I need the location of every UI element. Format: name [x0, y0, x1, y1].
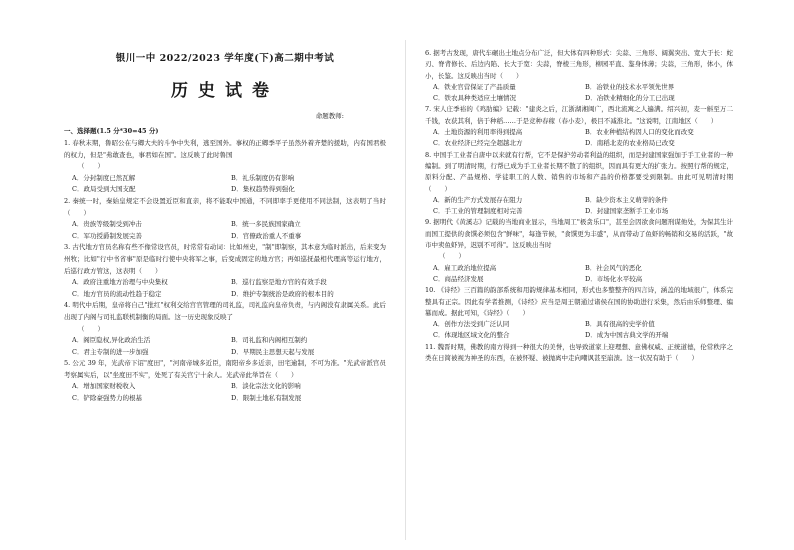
answer-bracket: （ ） [439, 252, 465, 261]
left-column [64, 0, 386, 550]
options-grid [64, 219, 386, 242]
option-b: B．巡行监察是地方官的有效手段 [231, 278, 327, 287]
question-8 [425, 150, 733, 218]
option-d: D．南稻北麦的农业格局已改变 [585, 139, 675, 148]
options-grid [64, 381, 386, 404]
question-2 [64, 196, 386, 242]
question-stem: 10. 《诗经》三百篇的韵部系统和用韵规律基本相同，形式也多整整齐的四言诗，涵盖的地域很广，体系完整具有正宗。因此有学者推测，《诗经》应当是周王朝通过诸侯在国的协助进行采集，然后由乐师整理、编纂而成。据此可知，《诗经》（ ） [425, 286, 733, 317]
option-d: D．成为中国古典文学的开端 [585, 331, 669, 340]
question-1 [64, 138, 386, 196]
option-a: A．雇工政治地位提高 [433, 263, 497, 272]
answer-bracket: （ ） [78, 324, 104, 333]
question-stem: 5. 公元 39 年，光武帝下诏"度田"，"河南帝城多近臣，南阳帝乡多近亲，田宅逾制，不可为准。"光武帝派官员考察属实后，以"坐度田不实"，处死了有关官宁十余人。光武帝此举旨在（ ） [64, 359, 386, 379]
option-d: D．冶铁业精细化的分工已出现 [585, 94, 675, 103]
question-6 [425, 48, 733, 104]
question-stem: 4. 明代中后期，皇帝将自己"批红"权利交给宫官管理的司礼监，司礼监向皇帝负责，与内阁没有隶属关系。此后出现了内阁与司礼监联机制衡的局面。这一历史现象反映了 [64, 301, 386, 321]
exam-title: 历史试卷 [171, 81, 279, 101]
option-d: D．维护专制统治是政府的根本目的 [231, 289, 334, 298]
question-9 [425, 217, 733, 285]
options-grid [64, 335, 386, 358]
option-d: D．集权趋势得到强化 [231, 185, 295, 194]
option-c: C．手工业的管理制度相对完善 [433, 207, 523, 216]
option-c: C．农业经济已经完全超越北方 [433, 139, 523, 148]
answer-bracket: （ ） [78, 162, 104, 171]
option-b: B．社会风气的恶化 [585, 263, 642, 272]
option-a: A．贵族等级制受到冲击 [72, 220, 142, 229]
option-d: D．官僚政治重人不重事 [231, 231, 302, 240]
option-b: B．农业种植结构因人口的变化而改变 [585, 128, 694, 137]
option-b: B．冶铁业的技术水平领先世界 [585, 82, 675, 91]
question-7 [425, 104, 733, 149]
option-a: A．创作方法受到广泛认同 [433, 320, 510, 329]
question-4 [64, 300, 386, 358]
option-b: B．缺少资本主义萌芽的条件 [585, 195, 668, 204]
option-b: B．淡化宗法文化的影响 [231, 382, 301, 391]
question-stem: 1. 春秋末期，鲁昭公在与卿大夫的斗争中失利，逃至国外。事权的正卿季平子虽然外着齐楚的援助，内有国君极的权力，但是"弗敢查也，事君如在国"。这反映了此时鲁国 [64, 139, 386, 159]
options-grid [425, 263, 733, 286]
option-b: B．礼乐制度仍有影响 [231, 173, 295, 182]
option-b: B．司礼监和内阁相互制约 [231, 336, 308, 345]
option-a: A．新的生产方式发展存在阻力 [433, 195, 523, 204]
option-c: C．政局受到大国支配 [72, 185, 136, 194]
question-5 [64, 358, 386, 404]
option-c: C．铁农具种类适应土壤情况 [433, 94, 516, 103]
options-grid [64, 277, 386, 300]
question-stem: 3. 古代地方官员名称有些不像常设官员，时常常有动词：比如州史，"制"即制察，其本意为临时派出，后来变为州牧；比如"行中书省事"原是临时行使中央将军之事，后变成固定的地方官；再如巡抚最相代理高等运行地方，后巡行政方管这，这表明（ ） [64, 243, 386, 275]
question-11 [425, 342, 733, 365]
option-a: A．土地资源的利用率得到提高 [433, 128, 523, 137]
school-exam-line: 银川一中 2022/2023 学年度(下)高二期中考试 [115, 53, 335, 64]
options-grid [425, 82, 733, 105]
option-a: A．政府注重地方治理与中央集权 [72, 278, 168, 287]
option-a: A．分封制度已然瓦解 [72, 173, 136, 182]
option-d: D．限制土地私有制发展 [231, 394, 302, 403]
question-stem: 2. 秦统一时，秦始皇规定不会设置近臣和直亲，将不能取中国通，不同即率手更使用不同法制，这表明了当时（ ） [64, 196, 386, 217]
option-a: A．阁臣隐权,异化政治生活 [72, 336, 151, 345]
question-stem: 11. 魏晋时期，佛教的南方得到一种很大的美誉，也导致道家上迎理想、意佛权威、正统道德，伦常秩序之类在日简被视为神圣的东西，在被怀疑、被抛离中走向嘲讽甚至崩溃。这一状况有助于（ ） [425, 342, 733, 363]
question-stem: 7. 宋人庄季裕的《鸡肋编》记载："建炎之后，江浙湖湘闽广，西北流寓之人遍满。绍兴初，麦一斛至万二千钱，农获其利，倍于种稻……于是竞种春稼（春小麦），极目不减淮北。"这说明，江南地区（ ） [425, 105, 733, 125]
option-d: D．早期民主思想天起与发展 [231, 347, 315, 356]
option-c: C．商品经济发展 [433, 274, 484, 283]
option-d: D．封建国家垄断手工业市场 [585, 207, 669, 216]
option-c: C．军功授爵制发展完善 [72, 231, 142, 240]
option-c: C．铲除豪强势力的根基 [72, 394, 142, 403]
column-divider [405, 40, 406, 540]
question-stem: 6. 据考古发现，唐代车碾出土地点分布广泛，但大体有四种形式：尖蒜、三角形、阔翼突出、宽大于长：蛇刃、脊背修长、后边内陷、长大于宽：尖蒜，脊棱三角形，柳园平直、鉴身体薄；尖蒜，三角形，体小，体小，长鉴。这反映出当时（ ） [425, 49, 733, 80]
option-b: B．具有很高的史学价值 [585, 320, 655, 329]
options-grid [425, 195, 733, 218]
option-c: C．君主专制的进一步加强 [72, 347, 149, 356]
right-column [425, 0, 733, 550]
option-a: A．铁业官营保证了产品质量 [433, 82, 516, 91]
question-3 [64, 242, 386, 300]
question-stem: 9. 据明代《黄溪志》记载的当地商业显示，当地周工"极贪乐口"，甚至会因欲食问题刑谋他处，为保其生计而国工提供的食馔必须包含"鲜味"，每逢节候，"食馔更为丰盛"，从而带动了鱼虾的畅销和交易的活跃，"故市中卖鱼虾异，迟别不可得"。这反映出当时 [425, 218, 733, 250]
option-c: C．体现地区域文化的整合 [433, 331, 510, 340]
section-heading: 一、选择题(1.5 分*30=45 分) [64, 127, 159, 135]
options-grid [64, 173, 386, 196]
question-stem: 8. 中国手工业者自唐中以来就有行帮，它不是保护劳动者利益的组织，而是封建国家强加于手工业者的一种编制。到了明清时期，行帮已成为手工业者长期不散了的组织，因而具有更大的扩张力。按照行帮的规定，原料分配、产品规格、学徒职工的人数、销售的市场和产品的价格都要受到限制。由此可见明清时期（ ） [425, 150, 733, 193]
options-grid [425, 319, 733, 342]
option-c: C．地方官员的流动性趋于稳定 [72, 289, 162, 298]
options-grid [425, 127, 733, 150]
option-a: A．增加国家财税收入 [72, 382, 136, 391]
option-d: D．市场化水平较高 [585, 274, 643, 283]
option-b: B．统一多民族国家确立 [231, 220, 301, 229]
question-10 [425, 285, 733, 341]
setter-label: 命题教师: [315, 112, 344, 120]
